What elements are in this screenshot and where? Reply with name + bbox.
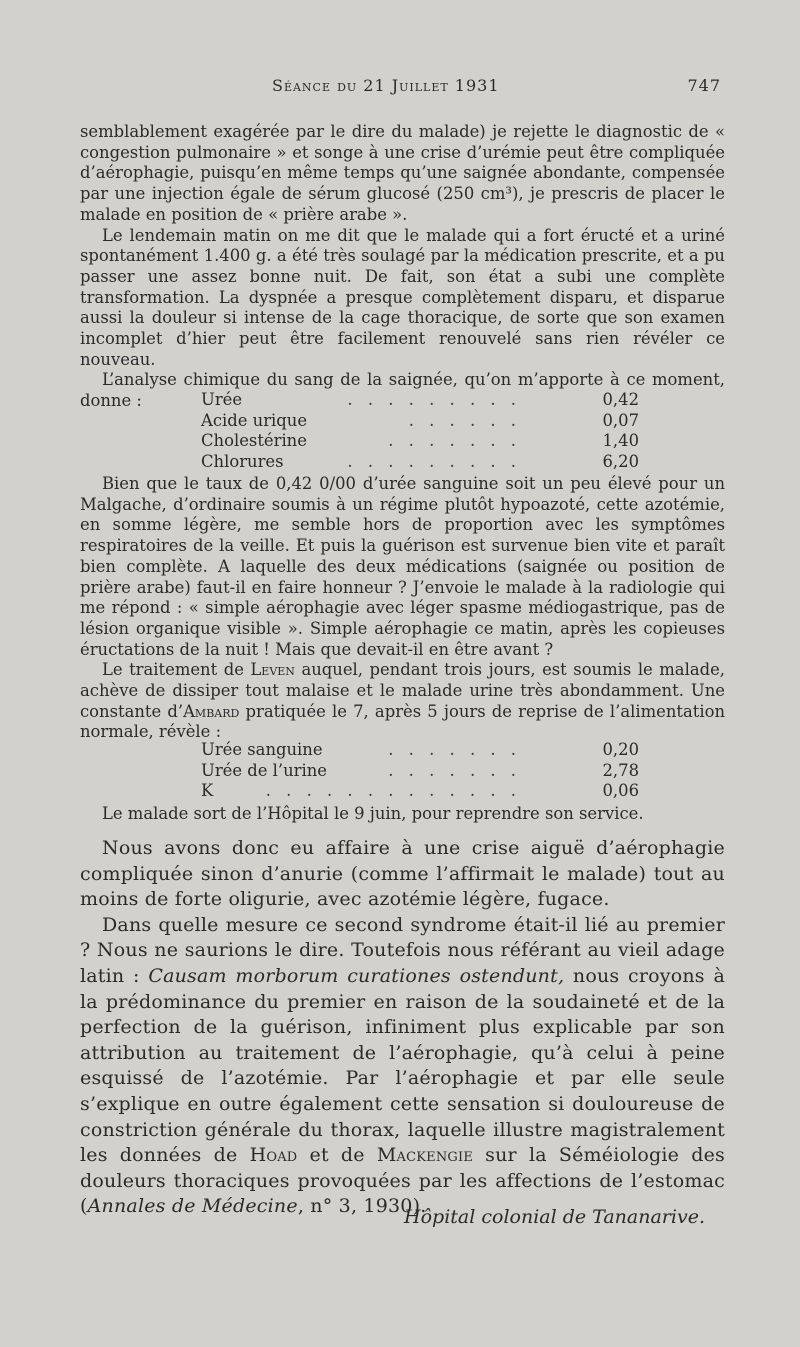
case-report-middle (80, 474, 725, 743)
leader-dots: . . . . . . . . . (347, 390, 521, 409)
row-value: 0,06 (602, 781, 639, 801)
paragraph-6: Le malade sort de l’Hôpital le 9 juin, pour reprendre son service. (102, 804, 644, 823)
leader-dots: . . . . . . . (388, 740, 521, 759)
leader-dots: . . . . . . . (388, 431, 521, 451)
case-report-top (80, 122, 725, 412)
table-row (80, 452, 725, 473)
row-label: K (201, 781, 214, 801)
paragraph-7: Nous avons donc eu affaire à une crise aiguë d’aérophagie compliquée sinon d’anurie (comme l’affirmait le malade) tout au moins de forte oligurie, avec azotémie légère, fugace. (80, 837, 725, 911)
latin-quote: Causam morborum curationes ostendunt, (148, 964, 565, 987)
leader-dots: . . . . . . . . . . . . . (265, 781, 521, 801)
row-value: 1,40 (602, 431, 639, 451)
row-value: 0,07 (602, 410, 639, 430)
row-label: Urée (201, 390, 243, 409)
row-value: 6,20 (602, 452, 639, 472)
table-row (80, 431, 725, 452)
paragraph-4: Bien que le taux de 0,42 0/00 d’urée sanguine soit un peu élevé pour un Malgache, d’ordinaire soumis à un régime plutôt hypoazoté, cette azotémie, en somme légère, me semble hors de proportion avec les symptômes respiratoires de la veille. Et puis la guérison est survenue bien vite et paraît bien complète. A laquelle des deux médications (saignée ou position de prière arabe) faut-il en faire honneur ? J’envoie le malade à la radiologie qui me répond : « simple aérophagie avec léger spasme médiogastrique, pas de lésion organique visible ». Simple aérophagie ce matin, après les copieuses éructations de la nuit ! Mais que devait-il en être avant ? (80, 474, 725, 659)
table-row (80, 761, 725, 782)
urea-table (80, 740, 725, 802)
row-value: 0,20 (602, 740, 639, 759)
leader-dots: . . . . . . . (388, 760, 521, 780)
paragraph-8: Dans quelle mesure ce second syndrome était-il lié au premier ? Nous ne saurions le dire. Toutefois nous référant au vieil adage latin : Causam morborum curationes ostendunt, nous croyons à la prédominance du premier en raison de la soudaineté et de la perfection de la guérison, infiniment plus explicable par son attribution au traitement de l’aérophagie, qu’à celui à peine esquissé de l’azotémie. Par l’aérophagie et par elle seule s’explique en outre également cette sensation si douloureuse de constriction générale du thorax, laquelle illustre magistralement les données de Hoad et de Mackengie sur la Séméiologie des douleurs thoraciques provoquées par les affections de l’estomac (Annales de Médecine, n° 3, 1930). (80, 913, 725, 1218)
row-label: Urée sanguine (201, 740, 323, 759)
discussion-block (80, 836, 725, 1220)
row-label: Urée de l’urine (201, 760, 328, 780)
row-value: 2,78 (602, 760, 639, 780)
row-label: Acide urique (201, 410, 308, 430)
paragraph-1: semblablement exagérée par le dire du malade) je rejette le diagnostic de « congestion pulmonaire » et songe à une crise d’urémie peut être compliquée d’aérophagie, puisqu’en même temps qu’une saignée abondante, compensée par une injection égale de sérum glucosé (250 cm³), je prescris de placer le malade en position de « prière arabe ». (80, 122, 725, 224)
signature-line: Hôpital colonial de Tananarive. (404, 1206, 705, 1228)
row-value: 0,42 (602, 390, 639, 409)
case-report-end (80, 804, 725, 825)
paragraph-5: Le traitement de Leven auquel, pendant trois jours, est soumis le malade, achève de dissiper tout malaise et le malade urine très abondamment. Une constante d’Ambard pratiquée le 7, après 5 jours de reprise de l’alimentation normale, révèle : (80, 660, 725, 742)
table-row (80, 740, 725, 761)
author-name: Leven (250, 660, 295, 680)
paragraph-2: Le lendemain matin on me dit que le malade qui a fort éructé et a uriné spontanément 1.400 g. a été très soulagé par la médication prescrite, et a pu passer une assez bonne nuit. De fait, son état a subi une complète transformation. La dyspnée a presque complètement disparu, et disparue aussi la douleur si intense de la cage thoracique, de sorte que son examen incomplet d’hier peut être facilement renouvelé sans rien révéler ce nouveau. (80, 225, 725, 369)
row-label: Chlorures (201, 452, 284, 472)
author-name: Hoad (249, 1144, 298, 1167)
leader-dots: . . . . . . . . . (347, 452, 521, 472)
table-row (80, 781, 725, 802)
author-name: Ambard (183, 701, 240, 721)
blood-analysis-table (80, 390, 725, 473)
journal-title: Annales de Médecine (87, 1195, 298, 1218)
table-row (80, 411, 725, 432)
row-label: Cholestérine (201, 431, 307, 451)
page-header (80, 76, 725, 100)
author-name: Mackengie (376, 1144, 474, 1167)
leader-dots: . . . . . . (408, 410, 521, 430)
paragraph-3: L’analyse chimique du sang de la saignée, qu’on m’apporte à ce moment, donne : (80, 370, 725, 411)
running-title: Séance du 21 Juillet 1931 (272, 76, 500, 95)
page-number: 747 (687, 76, 721, 95)
table-row (80, 390, 725, 411)
